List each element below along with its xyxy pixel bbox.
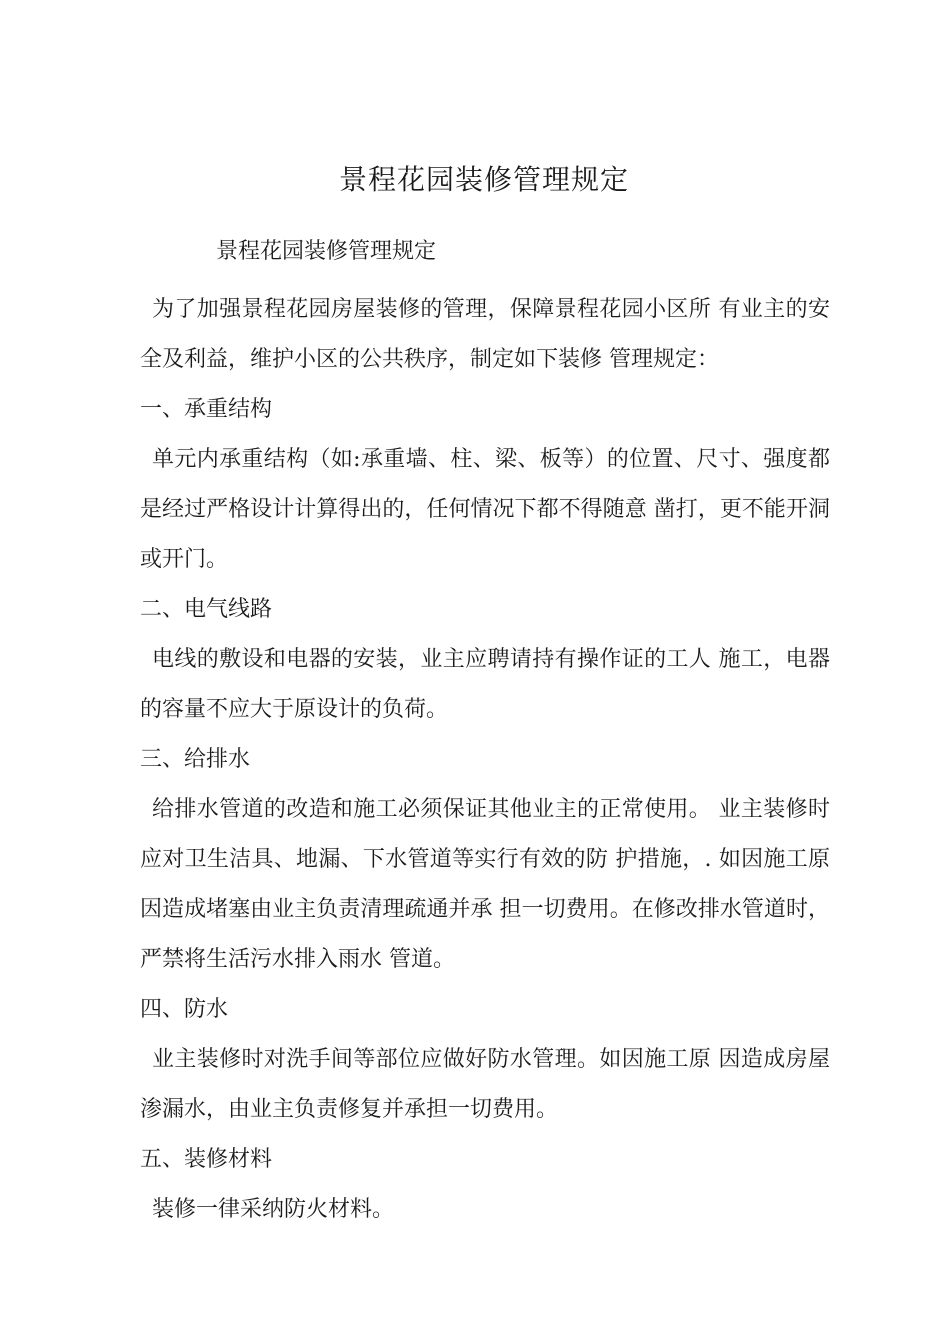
section-heading-waterproofing: 四、防水 — [140, 997, 229, 1022]
section-text-electrical: 电线的敷设和电器的安装，业主应聘请持有操作证的工人 施工，电器的容量不应大于原设计的负荷。 — [140, 647, 830, 722]
document-body — [140, 285, 830, 1235]
intro-paragraph: 为了加强景程花园房屋装修的管理，保障景程花园小区所 有业主的安全及利益，维护小区的公共秩序，制定如下装修 管理规定： — [140, 297, 830, 372]
section-text-waterproofing: 业主装修时对洗手间等部位应做好防水管理。如因施工原 因造成房屋渗漏水，由业主负责修复并承担一切费用。 — [140, 1047, 830, 1122]
section-text-plumbing: 给排水管道的改造和施工必须保证其他业主的正常使用。 业主装修时应对卫生洁具、地漏、下水管道等实行有效的防 护措施，. 如因施工原因造成堵塞由业主负责清理疏通并承 担一切费用。在修改排水管道时，严禁将生活污水排入雨水 管道。 — [140, 797, 830, 972]
document-title: 景程花园装修管理规定 — [338, 163, 629, 196]
section-text-load-bearing: 单元内承重结构（如:承重墙、柱、梁、板等）的位置、尺寸、强度都是经过严格设计计算得出的，任何情况下都不得随意 凿打，更不能开洞或开门。 — [140, 447, 830, 572]
document-subtitle: 景程花园装修管理规定 — [216, 239, 437, 264]
section-heading-electrical: 二、电气线路 — [140, 597, 273, 622]
section-heading-materials: 五、装修材料 — [140, 1147, 273, 1172]
section-heading-load-bearing: 一、承重结构 — [140, 397, 273, 422]
section-heading-plumbing: 三、给排水 — [140, 747, 251, 772]
section-text-materials: 装修一律采纳防火材料。 — [152, 1197, 395, 1222]
